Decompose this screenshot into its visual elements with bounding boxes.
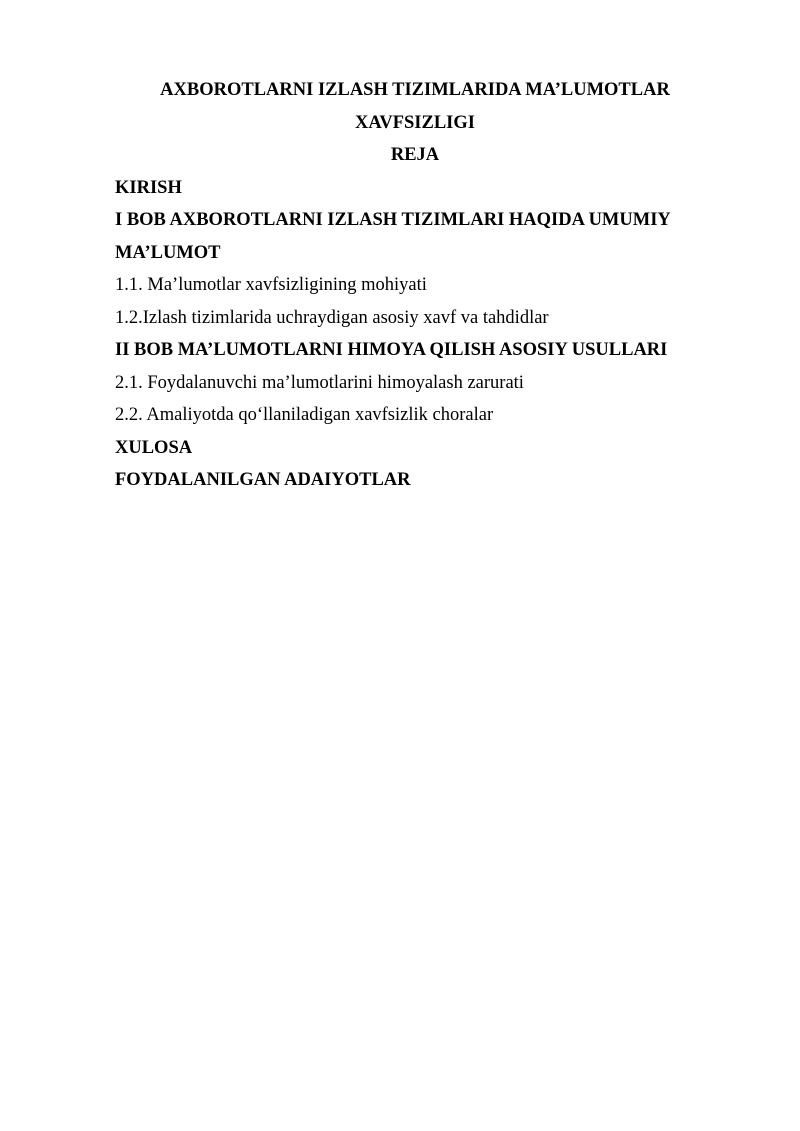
- toc-item-section-2-2: 2.2. Amaliyotda qo‘llaniladigan xavfsizlik choralar: [115, 405, 494, 425]
- plan-heading: REJA: [390, 145, 440, 165]
- toc-item-section-1-2: 1.2.Izlash tizimlarida uchraydigan asosiy xavf va tahdidlar: [115, 307, 549, 328]
- toc-item-section-2-1: 2.1. Foydalanuvchi ma’lumotlarini himoyalash zarurati: [115, 372, 524, 393]
- document-content: [115, 74, 685, 497]
- toc-item-chapter-1-line-2: MA’LUMOT: [115, 242, 221, 263]
- toc-item-references: FOYDALANILGAN ADAIYOTLAR: [115, 470, 411, 490]
- toc-item-chapter-2: II BOB MA’LUMOTLARNI HIMOYA QILISH ASOSIY USULLARI: [115, 340, 668, 360]
- document-title-line-1: AXBOROTLARNI IZLASH TIZIMLARIDA MA’LUMOTLAR: [160, 80, 670, 100]
- toc-item-section-1-1: 1.1. Ma’lumotlar xavfsizligining mohiyati: [115, 275, 427, 295]
- document-title-line-2: XAVFSIZLIGI: [355, 112, 475, 133]
- toc-item-conclusion: XULOSA: [115, 437, 193, 458]
- toc-item-chapter-1-line-1: I BOB AXBOROTLARNI IZLASH TIZIMLARI HAQIDA UMUMIY: [115, 210, 671, 230]
- toc-item-introduction: KIRISH: [115, 177, 182, 198]
